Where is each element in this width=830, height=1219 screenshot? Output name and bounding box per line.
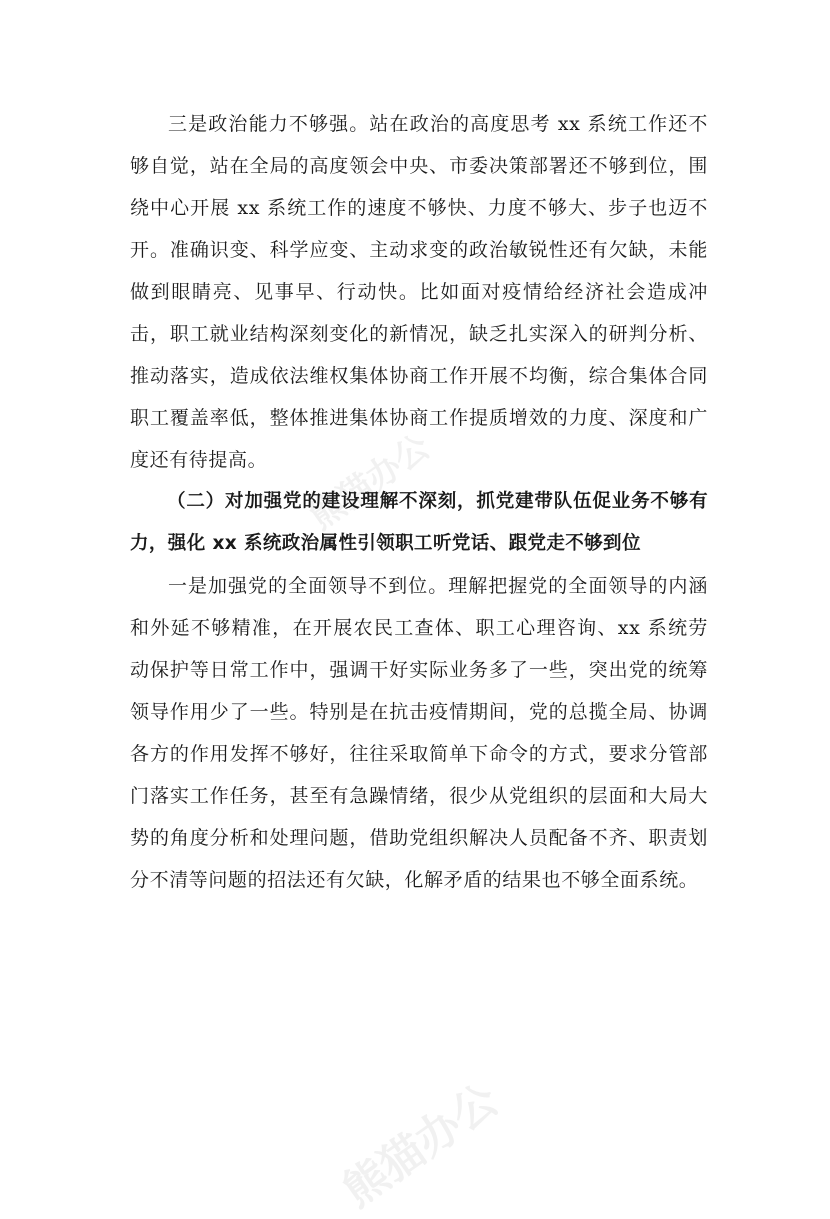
paragraph-party-leadership: 一是加强党的全面领导不到位。理解把握党的全面领导的内涵和外延不够精准，在开展农民工查体、职工心理咨询、xx 系统劳动保护等日常工作中，强调干好实际业务多了一些，突出党的统筹领导作用少了一些。特别是在抗击疫情期间，党的总揽全局、协调各方的作用发挥不够好，往往采取简单下命令的方式，要求分管部门落实工作任务，甚至有急躁情绪，很少从党组织的层面和大局大势的角度分析和处理问题，借助党组织解决人员配备不齐、职责划分不清等问题的招法还有欠缺，化解矛盾的结果也不够全面系统。 xyxy=(130,575,708,891)
paragraph-political-ability: 三是政治能力不够强。站在政治的高度思考 xx 系统工作还不够自觉，站在全局的高度领会中央、市委决策部署还不够到位，围绕中心开展 xx 系统工作的速度不够快、力度不够大、步子也迈不开。准确识变、科学应变、主动求变的政治敏锐性还有欠缺，未能做到眼睛亮、见事早、行动快。比如面对疫情给经济社会造成冲击，职工就业结构深刻变化的新情况，缺乏扎实深入的研判分析、推动落实，造成依法维权集体协商工作开展不均衡，综合集体合同职工覆盖率低，整体推进集体协商工作提质增效的力度、深度和广度还有待提高。 xyxy=(130,113,708,471)
section-heading-party-building: （二）对加强党的建设理解不深刻，抓党建带队伍促业务不够有力，强化 xx 系统政治属性引领职工听党话、跟党走不够到位 xyxy=(130,491,708,554)
watermark: 熊猫办公 xyxy=(302,426,438,538)
watermark: 熊猫办公 xyxy=(333,1074,508,1218)
document-body xyxy=(130,103,708,901)
